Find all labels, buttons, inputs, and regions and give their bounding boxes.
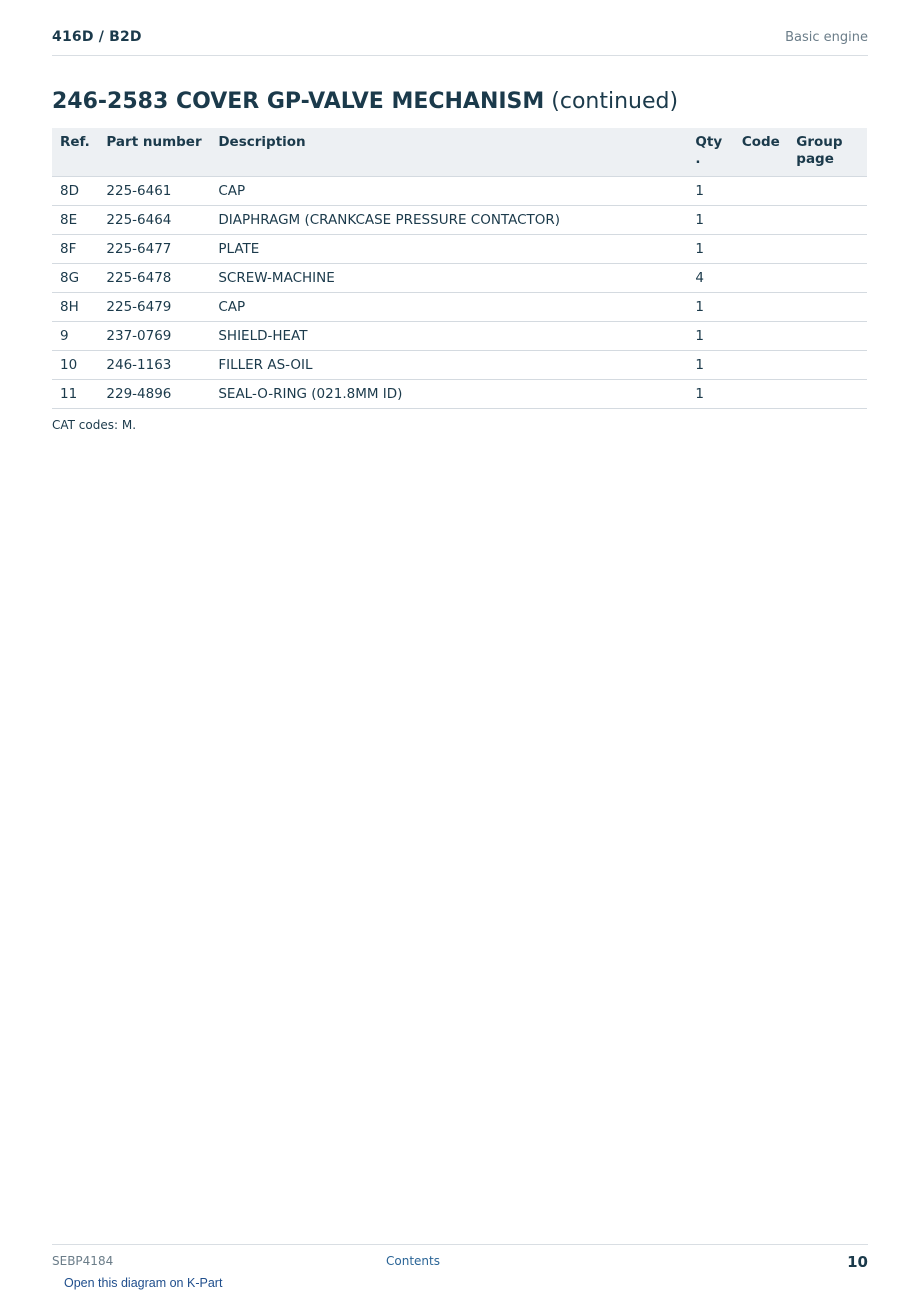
col-header-part-number: Part number xyxy=(98,128,210,177)
cell-qty: 1 xyxy=(687,177,733,206)
cell-part-number: 225-6479 xyxy=(98,293,210,322)
cell-description: CAP xyxy=(210,177,687,206)
cell-group-page xyxy=(788,351,867,380)
contents-link[interactable]: Contents xyxy=(386,1254,440,1268)
cell-ref: 8H xyxy=(52,293,98,322)
table-row xyxy=(52,351,867,380)
cell-description: FILLER AS-OIL xyxy=(210,351,687,380)
cell-description: PLATE xyxy=(210,235,687,264)
col-header-ref: Ref. xyxy=(52,128,98,177)
table-row xyxy=(52,322,867,351)
cell-code xyxy=(734,177,788,206)
title-suffix: (continued) xyxy=(544,89,679,114)
cell-group-page xyxy=(788,322,867,351)
page-number: 10 xyxy=(847,1253,868,1271)
table-row xyxy=(52,206,867,235)
cell-code xyxy=(734,322,788,351)
page-header xyxy=(52,28,868,56)
cell-group-page xyxy=(788,380,867,409)
cell-qty: 1 xyxy=(687,206,733,235)
cell-code xyxy=(734,380,788,409)
document-code: SEBP4184 xyxy=(52,1254,114,1268)
cell-ref: 9 xyxy=(52,322,98,351)
table-row xyxy=(52,264,867,293)
cell-qty: 1 xyxy=(687,235,733,264)
cell-part-number: 237-0769 xyxy=(98,322,210,351)
parts-table xyxy=(52,128,867,409)
cell-ref: 8F xyxy=(52,235,98,264)
model-label: 416D / B2D xyxy=(52,29,142,45)
cell-group-page xyxy=(788,264,867,293)
cell-code xyxy=(734,264,788,293)
cell-code xyxy=(734,235,788,264)
cell-code xyxy=(734,206,788,235)
col-header-group-page: Group page xyxy=(788,128,867,177)
page-title xyxy=(52,89,678,114)
cell-description: DIAPHRAGM (CRANKCASE PRESSURE CONTACTOR) xyxy=(210,206,687,235)
col-header-qty: Qty . xyxy=(687,128,733,177)
col-header-code: Code xyxy=(734,128,788,177)
table-header-row xyxy=(52,128,867,177)
cell-part-number: 225-6478 xyxy=(98,264,210,293)
open-kpart-link[interactable]: Open this diagram on K-Part xyxy=(64,1276,223,1290)
table-row xyxy=(52,293,867,322)
cell-group-page xyxy=(788,235,867,264)
cell-description: CAP xyxy=(210,293,687,322)
table-row xyxy=(52,177,867,206)
cell-part-number: 225-6464 xyxy=(98,206,210,235)
cell-group-page xyxy=(788,177,867,206)
cell-part-number: 246-1163 xyxy=(98,351,210,380)
col-header-description: Description xyxy=(210,128,687,177)
section-label: Basic engine xyxy=(785,30,868,45)
cell-qty: 1 xyxy=(687,293,733,322)
cell-code xyxy=(734,293,788,322)
cell-ref: 11 xyxy=(52,380,98,409)
cell-part-number: 225-6461 xyxy=(98,177,210,206)
cell-part-number: 229-4896 xyxy=(98,380,210,409)
cell-description: SHIELD-HEAT xyxy=(210,322,687,351)
cell-qty: 4 xyxy=(687,264,733,293)
cell-description: SCREW-MACHINE xyxy=(210,264,687,293)
cell-code xyxy=(734,351,788,380)
cell-qty: 1 xyxy=(687,322,733,351)
cell-ref: 8G xyxy=(52,264,98,293)
cell-part-number: 225-6477 xyxy=(98,235,210,264)
cell-ref: 8D xyxy=(52,177,98,206)
table-row xyxy=(52,380,867,409)
cell-qty: 1 xyxy=(687,380,733,409)
cell-group-page xyxy=(788,293,867,322)
table-row xyxy=(52,235,867,264)
cell-qty: 1 xyxy=(687,351,733,380)
cell-group-page xyxy=(788,206,867,235)
cell-description: SEAL-O-RING (021.8MM ID) xyxy=(210,380,687,409)
cat-codes-note: CAT codes: M. xyxy=(52,418,137,432)
cell-ref: 8E xyxy=(52,206,98,235)
cell-ref: 10 xyxy=(52,351,98,380)
title-main: 246-2583 COVER GP-VALVE MECHANISM xyxy=(52,89,545,114)
